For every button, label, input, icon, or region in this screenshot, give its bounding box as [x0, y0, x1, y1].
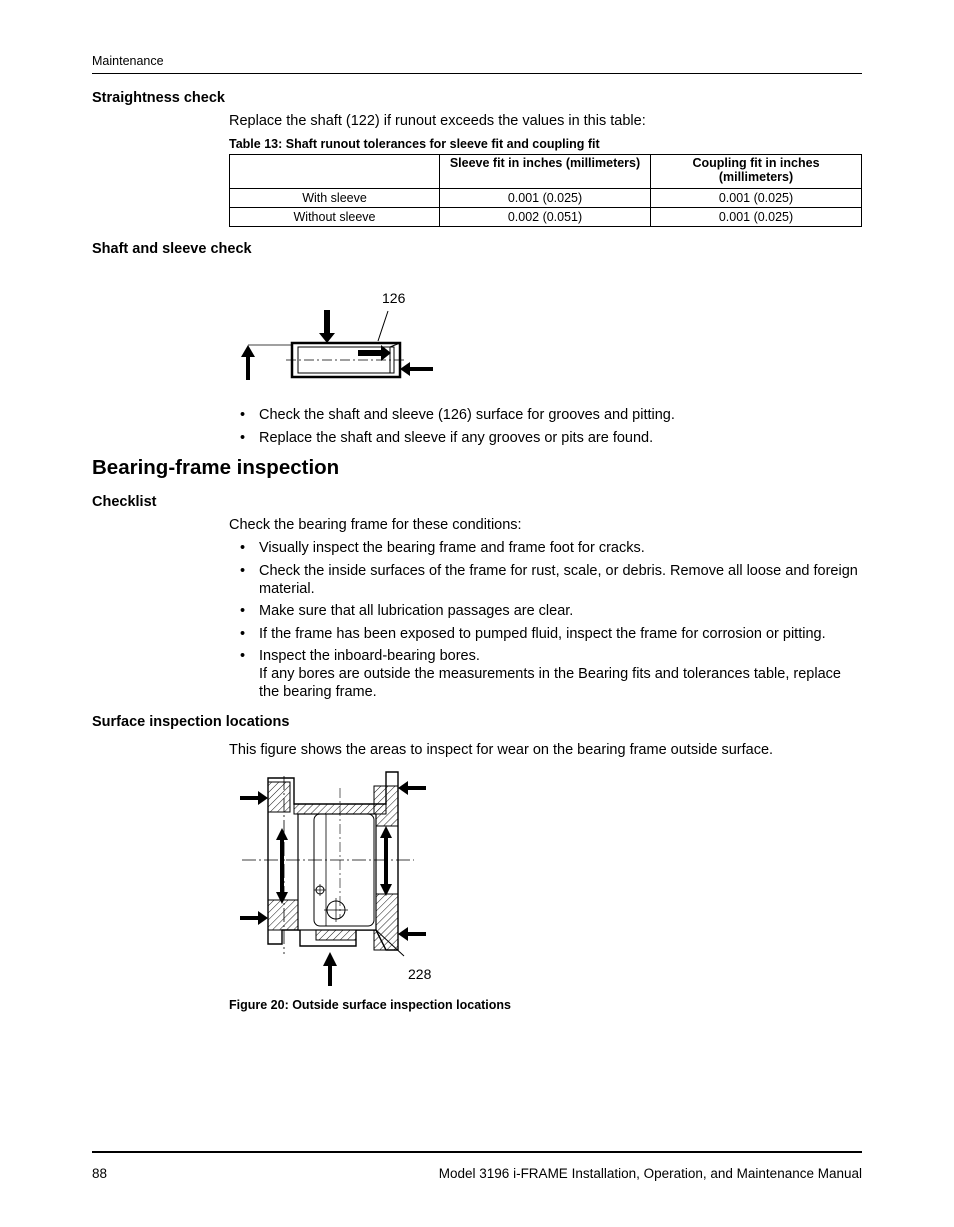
- table-cell: 0.002 (0.051): [440, 208, 651, 227]
- list-item: [240, 602, 862, 620]
- list-item-text: Check the shaft and sleeve (126) surface for grooves and pitting.: [259, 407, 675, 423]
- list-item-text: Visually inspect the bearing frame and frame foot for cracks.: [259, 540, 645, 556]
- bullet-dot: •: [240, 648, 246, 664]
- heading-straightness-check: Straightness check: [92, 90, 225, 106]
- list-item-note: If any bores are outside the measurements in the Bearing fits and tolerances table, replace the bearing frame.: [259, 666, 841, 700]
- table-cell: 0.001 (0.025): [651, 189, 862, 208]
- table-cell: 0.001 (0.025): [440, 189, 651, 208]
- heading-checklist: Checklist: [92, 494, 157, 510]
- list-item: [240, 562, 862, 598]
- running-header: Maintenance: [92, 54, 164, 68]
- table-cell: 0.001 (0.025): [651, 208, 862, 227]
- page-number: 88: [92, 1166, 108, 1181]
- table-header-row: [230, 155, 862, 189]
- list-item-text: Replace the shaft and sleeve if any grooves or pits are found.: [259, 429, 654, 446]
- footer-rule: [92, 1151, 862, 1153]
- bullet-dot: •: [240, 625, 246, 642]
- table-row: [230, 208, 862, 227]
- list-item-text: Check the inside surfaces of the frame for rust, scale, or debris. Remove all loose and foreign material.: [259, 562, 858, 597]
- heading-bearing-frame-inspection: Bearing-frame inspection: [92, 456, 340, 479]
- manual-title: Model 3196 i-FRAME Installation, Operation, and Maintenance Manual: [438, 1166, 862, 1181]
- heading-surface-inspection: Surface inspection locations: [92, 714, 290, 730]
- figure-caption: Figure 20: Outside surface inspection locations: [229, 998, 512, 1012]
- table-cell: Without sleeve: [230, 208, 440, 227]
- list-item-text: Make sure that all lubrication passages are clear.: [259, 603, 574, 619]
- list-item: [240, 647, 862, 701]
- shaft-sleeve-bullets: [240, 406, 862, 451]
- shaft-sleeve-diagram: [236, 285, 436, 385]
- surface-intro: This figure shows the areas to inspect for wear on the bearing frame outside surface.: [229, 742, 774, 758]
- table-header-cell: Coupling fit in inches (millimeters): [651, 155, 862, 189]
- bullet-dot: •: [240, 407, 246, 423]
- bullet-dot: •: [240, 540, 246, 556]
- list-item: [240, 429, 862, 447]
- header-rule: [92, 73, 862, 74]
- runout-table: [229, 154, 862, 227]
- table-row: [230, 189, 862, 208]
- checklist-intro: Check the bearing frame for these conditions:: [229, 517, 522, 533]
- list-item: [240, 406, 862, 424]
- callout-label-126: 126: [382, 290, 406, 306]
- table-header-cell: [230, 155, 440, 189]
- callout-label-228: 228: [408, 966, 432, 982]
- straightness-intro: Replace the shaft (122) if runout exceeds the values in this table:: [229, 113, 646, 129]
- list-item-text: Inspect the inboard-bearing bores.: [259, 648, 480, 664]
- table-caption: Table 13: Shaft runout tolerances for sleeve fit and coupling fit: [229, 137, 600, 151]
- bullet-dot: •: [240, 562, 246, 579]
- table-cell: With sleeve: [230, 189, 440, 208]
- bullet-dot: •: [240, 603, 246, 619]
- checklist-bullets: [240, 539, 862, 706]
- heading-shaft-sleeve-check: Shaft and sleeve check: [92, 241, 252, 257]
- table-header-cell: Sleeve fit in inches (millimeters): [440, 155, 651, 189]
- bullet-dot: •: [240, 429, 246, 446]
- list-item: [240, 625, 862, 643]
- list-item: [240, 539, 862, 557]
- list-item-text: If the frame has been exposed to pumped fluid, inspect the frame for corrosion or pitting.: [259, 625, 826, 642]
- bearing-frame-diagram: [236, 768, 436, 988]
